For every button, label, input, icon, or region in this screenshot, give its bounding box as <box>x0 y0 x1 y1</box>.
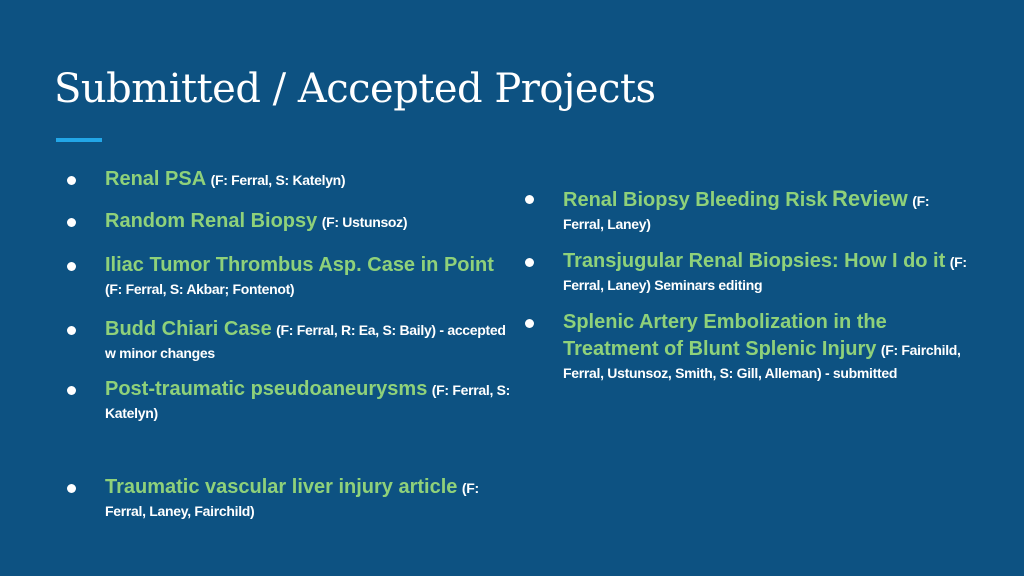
bullet-icon <box>67 326 76 335</box>
bullet-icon <box>67 262 76 271</box>
bullet-icon <box>67 484 76 493</box>
bullet-icon <box>67 386 76 395</box>
list-item <box>522 309 972 383</box>
right-project-list <box>522 185 972 383</box>
list-item <box>64 474 514 521</box>
list-item <box>64 208 514 235</box>
project-title: Transjugular Renal Biopsies: How I do it <box>563 250 946 272</box>
list-item <box>522 185 972 234</box>
project-note: (F: Fairchild, Ferral, Ustunsoz, Smith, S: Gill, Alleman) - submitted <box>563 342 961 381</box>
bullet-icon <box>525 195 534 204</box>
project-note: (F: Ferral, S: Akbar; Fontenot) <box>105 281 295 297</box>
project-note: (F: Ferral, R: Ea, S: Baily) - accepted w minor changes <box>105 322 506 361</box>
project-note: (F: Ferral, S: Katelyn) <box>105 382 511 421</box>
project-title-emphasis: Review <box>831 186 908 211</box>
list-item <box>522 248 972 295</box>
project-title: Traumatic vascular liver injury article <box>105 476 458 498</box>
title-accent-bar <box>56 138 102 142</box>
list-item <box>64 252 514 299</box>
left-project-list <box>64 166 514 521</box>
project-title: Renal PSA <box>105 168 207 190</box>
project-note: (F: Ustunsoz) <box>321 214 408 230</box>
bullet-icon <box>67 176 76 185</box>
project-note: (F: Ferral, Laney) <box>563 193 930 232</box>
bullet-icon <box>525 258 534 267</box>
list-item <box>64 316 514 363</box>
project-title: Budd Chiari Case <box>105 318 272 340</box>
project-title: Random Renal Biopsy <box>105 210 318 232</box>
list-item <box>64 376 514 423</box>
project-title: Splenic Artery Embolization in the Treatment of Blunt Splenic Injury <box>563 311 887 360</box>
project-title: Post-traumatic pseudoaneurysms <box>105 378 428 400</box>
bullet-icon <box>525 319 534 328</box>
project-note: (F: Ferral, S: Katelyn) <box>210 172 346 188</box>
project-note: (F: Ferral, Laney) Seminars editing <box>563 254 967 293</box>
slide-title: Submitted / Accepted Projects <box>54 66 656 112</box>
project-title: Renal Biopsy Bleeding Risk <box>563 189 828 211</box>
bullet-icon <box>67 218 76 227</box>
list-item <box>64 166 514 193</box>
project-note: (F: Ferral, Laney, Fairchild) <box>105 480 479 519</box>
project-title: Iliac Tumor Thrombus Asp. Case in Point <box>105 254 494 276</box>
